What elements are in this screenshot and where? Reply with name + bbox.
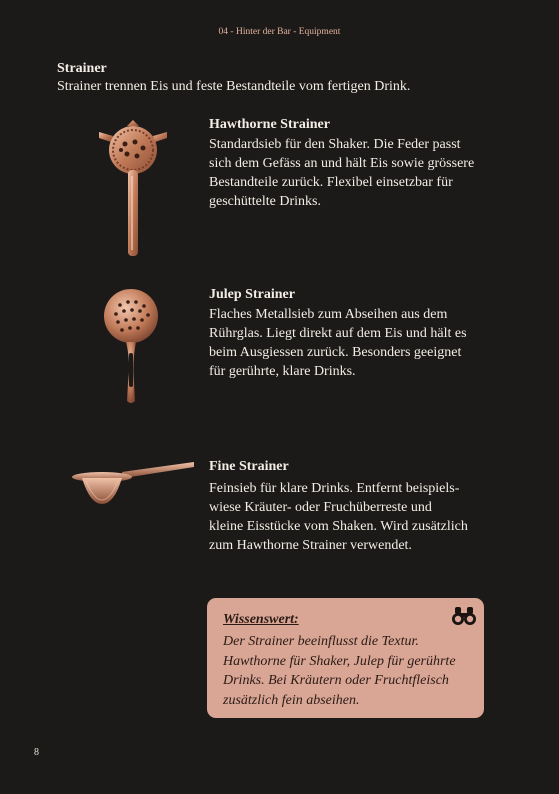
- item-text-hawthorne: Standardsieb für den Shaker. Die Feder passt sich dem Gefäss an und hält Eis sowie grössere Bestandteile zurück. Flexibel einsetzbar für geschüttelte Drinks.: [209, 137, 475, 209]
- info-box: [207, 598, 484, 718]
- fine-strainer-image: [70, 458, 196, 508]
- item-text-julep: Flaches Metallsieb zum Abseihen aus dem Rührglas. Liegt direkt auf dem Eis und hält es beim Ausgiessen zurück. Besonders geeignet für gerührte, klare Drinks.: [209, 307, 467, 379]
- julep-strainer-image: [102, 287, 160, 405]
- section-title: Strainer: [57, 61, 107, 76]
- item-title-julep: Julep Strainer: [209, 287, 295, 302]
- section-intro: Strainer trennen Eis und feste Bestandteile vom fertigen Drink.: [57, 79, 411, 94]
- item-title-fine: Fine Strainer: [209, 459, 289, 474]
- item-text-fine: Feinsieb für klare Drinks. Entfernt beispiels- wiese Kräuter- oder Fruchüberreste und kleine Eisstücke vom Shaken. Wird zusätzlich zum Hawthorne Strainer verwendet.: [209, 481, 468, 553]
- binoculars-icon: [451, 606, 477, 626]
- running-header: 04 - Hinter der Bar - Equipment: [218, 27, 341, 37]
- info-text: Der Strainer beeinflusst die Textur. Hawthorne für Shaker, Julep für gerührte Drinks. Bei Kräutern oder Fruchtfleisch zusätzlich fein abseihen.: [223, 634, 456, 708]
- item-title-hawthorne: Hawthorne Strainer: [209, 117, 330, 132]
- page-number: 8: [34, 747, 39, 758]
- info-title: Wissenswert:: [223, 612, 299, 627]
- hawthorne-strainer-image: [97, 118, 169, 260]
